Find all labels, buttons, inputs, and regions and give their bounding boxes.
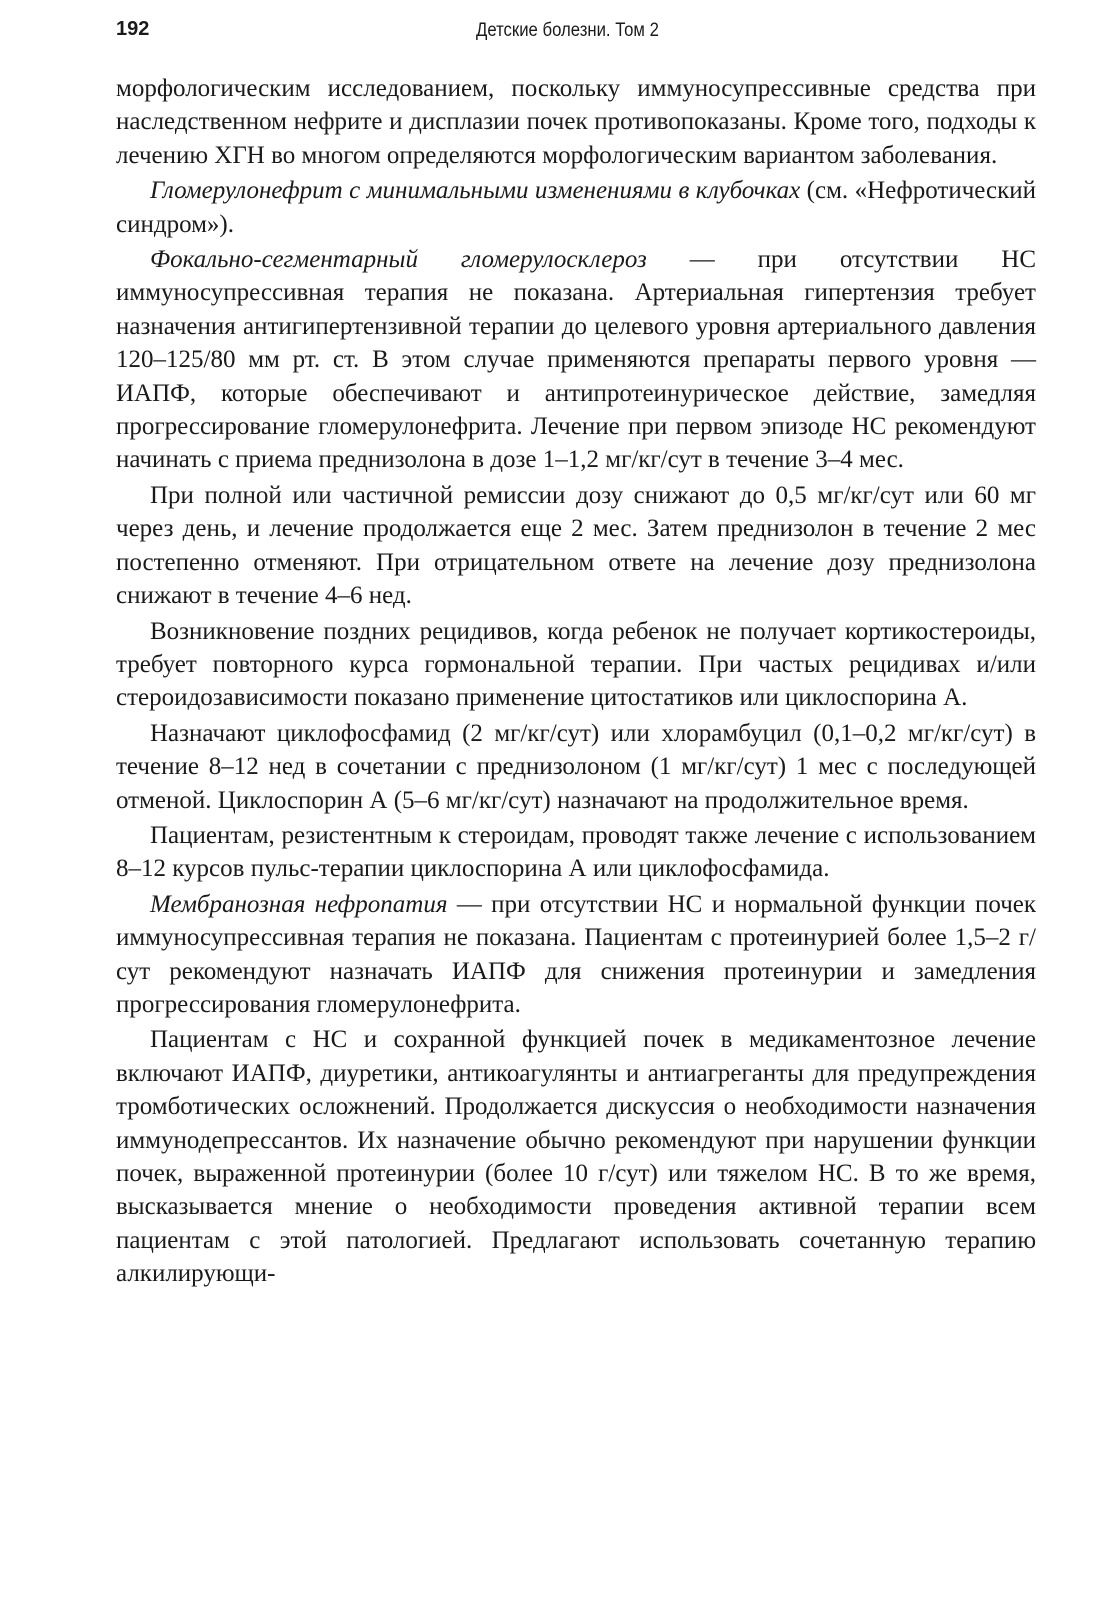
paragraph-cytostatics xyxy=(116,717,1036,817)
paragraph-text: — при отсутствии НС и нормальной функции почек иммуносупрессивная терапия не показана. Пациентам с протеинурией более 1,5–2 г/сут рекомендуют назначать ИАПФ для снижения протеинурии и замедления прогрессирования гломерулонефрита. xyxy=(116,890,1037,1018)
paragraph-text: Пациентам, резистентным к стероидам, проводят также лечение с использованием 8–12 курсов пульс-терапии циклоспорина А или циклофосфамида. xyxy=(116,821,1036,883)
running-head xyxy=(116,18,1036,48)
paragraph-text: — при отсутствии НС иммуносупрессивная терапия не показана. Артериальная гипертензия требует назначения антигипертензивной терапии до целевого уровня артериального давления 120–125/80 мм рт. ст. В этом случае применяются препараты первого уровня — ИАПФ, которые обеспечивают и антипротеинурическое действие, замедляя прогрессирование гломерулонефрита. Лечение при первом эпизоде НС рекомендуют начинать с приема преднизолона в дозе 1–1,2 мг/кг/сут в течение 3–4 мес. xyxy=(116,246,1037,474)
paragraph-remission xyxy=(116,479,1036,613)
section-term: Гломерулонефрит с минимальными изменениями в клубочках xyxy=(150,177,801,205)
paragraph-relapses xyxy=(116,615,1036,715)
paragraph-text: Пациентам с НС и сохранной функцией почек в медикаментозное лечение включают ИАПФ, диуретики, антикоагулянты и антиагреганты для предупреждения тромботических осложнений. Продолжается дискуссия о необходимости назначения иммунодепрессантов. Их назначение обычно рекомендуют при нарушении функции почек, выраженной протеинурии (более 10 г/сут) или тяжелом НС. В то же время, высказывается мнение о необходимости проведения активной терапии всем пациентам с этой патологией. Предлагают использовать сочетанную терапию алкилирующи- xyxy=(116,1026,1036,1288)
page-number: 192 xyxy=(116,18,150,40)
section-term: Мембранозная нефропатия xyxy=(150,890,448,918)
paragraph-text: При полной или частичной ремиссии дозу снижают до 0,5 мг/кг/сут или 60 мг через день, и лечение продолжается еще 2 мес. Затем преднизолон в течение 2 мес постепенно отменяют. При отрицательном ответе на лечение дозу преднизолона снижают в течение 4–6 нед. xyxy=(116,481,1036,610)
paragraph-text: морфологическим исследованием, поскольку иммуносупрессивные средства при наследственном нефрите и дисплазии почек противопоказаны. Кроме того, подходы к лечению ХГН во многом определяются морфологическим вариантом заболевания. xyxy=(116,75,1036,169)
paragraph-text: Возникновение поздних рецидивов, когда ребенок не получает кортикостероиды, требует повторного курса гормональной терапии. При частых рецидивах и/или стероидозависимости показано применение цитостатиков или циклоспорина А. xyxy=(116,617,1036,712)
paragraph-membranous xyxy=(116,888,1036,1022)
paragraph-minimal-change xyxy=(116,174,1036,241)
paragraph-fsgs xyxy=(116,243,1036,477)
paragraph-steroid-resistant xyxy=(116,819,1036,886)
body-text xyxy=(116,72,1036,1291)
paragraph-text: (см. «Нефротический синдром»). xyxy=(116,177,1036,238)
paragraph-text: Назначают циклофосфамид (2 мг/кг/сут) или хлорамбуцил (0,1–0,2 мг/кг/сут) в течение 8–12 нед в сочетании с преднизолоном (1 мг/кг/сут) 1 мес с последующей отменой. Циклоспорин А (5–6 мг/кг/сут) назначают на продолжительное время. xyxy=(116,719,1036,814)
section-term: Фокально-сегментарный гломерулосклероз xyxy=(150,246,647,274)
paragraph-nephrotic-treatment xyxy=(116,1023,1036,1290)
paragraph-continuation xyxy=(116,72,1036,172)
book-title: Детские болезни. Том 2 xyxy=(476,20,659,41)
